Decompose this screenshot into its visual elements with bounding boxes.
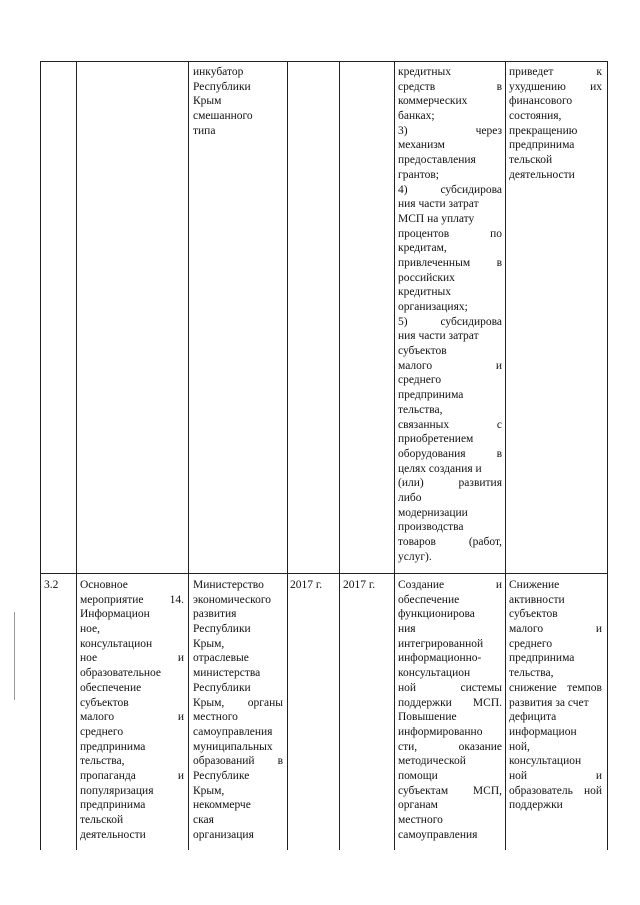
cell-line: финансового bbox=[509, 95, 573, 108]
cell-word: ное bbox=[80, 652, 98, 665]
cell-line bbox=[80, 769, 184, 784]
cell-line: механизм bbox=[398, 139, 445, 152]
cell-line: методической bbox=[398, 755, 466, 768]
cell-line: поддержки bbox=[509, 799, 563, 812]
cell-line: министерства bbox=[193, 667, 261, 680]
cell-word: и bbox=[495, 359, 502, 372]
cell-line: ния части затрат bbox=[398, 330, 479, 343]
cell-line bbox=[80, 710, 184, 725]
cell-word: снижение bbox=[509, 681, 557, 694]
cell-line bbox=[193, 696, 283, 711]
cell-line: ния части затрат bbox=[398, 198, 479, 211]
cell-line: отраслевые bbox=[193, 652, 249, 665]
column-divider-2 bbox=[188, 61, 189, 850]
cell-line: развития за счет bbox=[509, 696, 589, 709]
cell-word: товаров bbox=[398, 536, 436, 548]
cell-word: и bbox=[177, 769, 184, 782]
cell-line: муниципальных bbox=[193, 740, 273, 753]
cell-continuation-col3: инкубатор Республики Крым смешанного типа bbox=[193, 66, 253, 137]
cell-line: коммерческих bbox=[398, 95, 468, 108]
cell-line: экономического bbox=[193, 593, 272, 606]
cell-end-date: 2017 г. bbox=[343, 579, 376, 591]
cell-line bbox=[398, 183, 502, 198]
cell-word: субъектам bbox=[398, 784, 449, 797]
cell-line: тельства, bbox=[509, 667, 554, 680]
cell-word: связанных bbox=[398, 418, 450, 431]
cell-word: оборудования bbox=[398, 447, 466, 460]
cell-word: системы bbox=[460, 681, 502, 694]
cell-line: консультацион bbox=[509, 755, 582, 768]
cell-line: тельской bbox=[80, 814, 124, 826]
cell-line: популяризация bbox=[80, 784, 154, 797]
cell-line: предпринима bbox=[80, 799, 146, 812]
cell-line bbox=[398, 315, 502, 330]
cell-line bbox=[398, 124, 502, 139]
row-divider bbox=[40, 573, 607, 574]
cell-line: кредитных bbox=[398, 66, 451, 78]
cell-line bbox=[398, 418, 502, 433]
cell-line: развития bbox=[193, 608, 237, 621]
cell-line: субъектов bbox=[398, 345, 447, 358]
cell-line: ская bbox=[193, 814, 214, 826]
cell-word: ухудшению bbox=[509, 80, 566, 93]
cell-word: привлеченным bbox=[398, 256, 471, 269]
cell-line: услуг). bbox=[398, 550, 432, 563]
cell-line: дефицита bbox=[509, 711, 557, 724]
cell-line: ния bbox=[398, 623, 416, 636]
cell-word: их bbox=[590, 80, 602, 93]
cell-line: образовательное bbox=[80, 667, 162, 680]
cell-word: и bbox=[595, 623, 602, 636]
cell-word: МСП. bbox=[472, 696, 502, 709]
cell-line: кредитных bbox=[398, 286, 451, 299]
cell-word: приведет bbox=[509, 66, 554, 78]
cell-line: местного bbox=[193, 711, 238, 724]
cell-line: тельства, bbox=[80, 755, 125, 768]
cell-line: Крым, bbox=[193, 637, 225, 650]
cell-line: самоуправления bbox=[398, 828, 478, 841]
cell-line bbox=[509, 65, 602, 80]
cell-line: информационно- bbox=[398, 652, 482, 665]
cell-line: ное, bbox=[80, 623, 101, 636]
cell-line: деятельности bbox=[80, 828, 146, 841]
cell-word: и bbox=[495, 579, 502, 591]
cell-executor bbox=[193, 578, 283, 842]
cell-line: кредитам, bbox=[398, 242, 447, 255]
cell-line: ной, bbox=[509, 740, 530, 753]
cell-continuation-support-measures bbox=[398, 65, 502, 564]
cell-line bbox=[509, 681, 602, 696]
cell-line: МСП на уплату bbox=[398, 212, 475, 225]
cell-word: МСП, bbox=[472, 784, 502, 797]
cell-line: Крым, bbox=[193, 784, 225, 797]
cell-start-date: 2017 г. bbox=[290, 579, 323, 591]
cell-word: пропаганда bbox=[80, 769, 136, 782]
cell-word: сти, bbox=[398, 740, 418, 753]
cell-line: консультацион bbox=[398, 667, 471, 680]
cell-line: прекращению bbox=[509, 124, 578, 137]
cell-line: Информацион bbox=[80, 608, 150, 621]
cell-line: Основное bbox=[80, 579, 128, 591]
cell-word: 3) bbox=[398, 124, 408, 137]
cell-line: либо bbox=[398, 491, 422, 504]
cell-line: банках; bbox=[398, 110, 435, 123]
cell-word: процентов bbox=[398, 227, 450, 240]
cell-line: организация bbox=[193, 828, 254, 841]
cell-consequences bbox=[509, 578, 602, 813]
cell-line: деятельности bbox=[509, 168, 575, 181]
cell-word: малого bbox=[80, 711, 115, 724]
column-divider-5 bbox=[394, 61, 395, 850]
cell-event-name bbox=[80, 578, 184, 842]
column-divider-6 bbox=[505, 61, 506, 850]
cell-word: 14. bbox=[169, 593, 184, 606]
cell-line: приобретением bbox=[398, 433, 474, 446]
cell-word: через bbox=[475, 124, 502, 137]
cell-line: субъектов bbox=[509, 608, 558, 621]
cell-line: обеспечение bbox=[398, 593, 460, 606]
cell-line: интегрированной bbox=[398, 637, 484, 650]
cell-line: организациях; bbox=[398, 301, 468, 313]
cell-line: предпринима bbox=[398, 389, 464, 402]
cell-word: в bbox=[496, 80, 502, 93]
cell-line: модернизации bbox=[398, 506, 468, 519]
cell-line bbox=[193, 754, 283, 769]
cell-line: обеспечение bbox=[80, 681, 142, 694]
cell-word: органы bbox=[247, 696, 283, 709]
cell-word: оказание bbox=[458, 740, 502, 753]
cell-word: (или) bbox=[398, 477, 424, 490]
cell-word: и bbox=[177, 711, 184, 724]
cell-word: ной bbox=[583, 784, 602, 797]
cell-line: грантов; bbox=[398, 168, 439, 181]
cell-expected-result bbox=[398, 578, 502, 842]
cell-line bbox=[398, 359, 502, 374]
cell-word: (работ, bbox=[468, 536, 502, 548]
cell-line bbox=[509, 784, 602, 799]
cell-line: Снижение bbox=[509, 579, 560, 591]
cell-line bbox=[398, 784, 502, 799]
cell-line: Повышение bbox=[398, 711, 457, 724]
cell-line bbox=[398, 256, 502, 271]
cell-line bbox=[398, 578, 502, 593]
cell-word: Крым, bbox=[193, 696, 225, 709]
cell-word: мероприятие bbox=[80, 593, 144, 606]
cell-line bbox=[398, 681, 502, 696]
cell-line: Министерство bbox=[193, 579, 264, 591]
cell-line bbox=[398, 740, 502, 755]
cell-word: малого bbox=[509, 623, 544, 636]
table-border-right bbox=[607, 61, 608, 850]
cell-word: в bbox=[496, 447, 502, 460]
cell-line: активности bbox=[509, 593, 565, 606]
cell-line: тельства, bbox=[398, 403, 443, 416]
column-divider-4 bbox=[339, 61, 340, 850]
cell-line bbox=[509, 769, 602, 784]
cell-word: ной bbox=[509, 769, 528, 782]
cell-word: поддержки bbox=[398, 696, 452, 709]
cell-word: Создание bbox=[398, 579, 445, 591]
cell-word: по bbox=[490, 227, 502, 240]
cell-word: субсидирова bbox=[440, 183, 502, 196]
cell-line: производства bbox=[398, 521, 464, 534]
cell-line: предпринима bbox=[509, 139, 575, 152]
column-divider-1 bbox=[76, 61, 77, 850]
cell-line: предпринима bbox=[80, 740, 146, 753]
cell-line: Республике bbox=[193, 769, 250, 782]
cell-line bbox=[509, 80, 602, 95]
cell-word: 4) bbox=[398, 183, 408, 196]
cell-line: предоставления bbox=[398, 154, 476, 167]
cell-word: и bbox=[177, 652, 184, 665]
cell-line: субъектов bbox=[80, 696, 129, 709]
cell-word: в bbox=[496, 256, 502, 269]
cell-line bbox=[398, 696, 502, 711]
cell-word: малого bbox=[398, 359, 433, 372]
cell-line: Республики bbox=[193, 623, 251, 636]
table-border-left bbox=[40, 61, 41, 850]
cell-word: развития bbox=[458, 477, 502, 490]
scan-margin-mark bbox=[14, 612, 15, 700]
table-top-border bbox=[40, 61, 607, 62]
cell-line: Республики bbox=[193, 681, 251, 694]
cell-line: российских bbox=[398, 271, 455, 284]
cell-word: с bbox=[496, 418, 502, 431]
cell-line bbox=[80, 593, 184, 608]
cell-line bbox=[398, 227, 502, 242]
cell-line: некоммерче bbox=[193, 799, 251, 812]
cell-line: предпринима bbox=[509, 652, 575, 665]
cell-line: консультацион bbox=[80, 637, 153, 650]
cell-line bbox=[398, 80, 502, 95]
cell-line: среднего bbox=[80, 725, 124, 738]
cell-line: тельской bbox=[509, 154, 553, 167]
row-number: 3.2 bbox=[44, 579, 59, 591]
cell-word: к bbox=[596, 66, 602, 78]
cell-line: помощи bbox=[398, 769, 438, 782]
cell-word: образований bbox=[193, 755, 255, 768]
column-divider-3 bbox=[287, 61, 288, 850]
cell-line: информированно bbox=[398, 725, 483, 738]
cell-line: состояния, bbox=[509, 110, 562, 123]
cell-word: образователь bbox=[509, 784, 573, 797]
cell-word: ной bbox=[398, 681, 417, 694]
cell-line bbox=[398, 447, 502, 462]
cell-word: субсидирова bbox=[440, 315, 502, 328]
cell-line: целях создания и bbox=[398, 462, 482, 475]
cell-line bbox=[509, 622, 602, 637]
cell-line: функционирова bbox=[398, 608, 475, 621]
cell-line: органам bbox=[398, 799, 438, 812]
cell-word: в bbox=[277, 755, 283, 768]
cell-line: среднего bbox=[398, 374, 442, 387]
cell-word: и bbox=[595, 769, 602, 782]
cell-line: местного bbox=[398, 814, 443, 826]
cell-word: темпов bbox=[567, 681, 602, 694]
cell-line bbox=[80, 651, 184, 666]
cell-word: 5) bbox=[398, 315, 408, 328]
cell-continuation-consequences bbox=[509, 65, 602, 183]
cell-line: информацион bbox=[509, 725, 577, 738]
cell-line bbox=[398, 476, 502, 491]
cell-word: средств bbox=[398, 80, 436, 93]
cell-line bbox=[398, 535, 502, 550]
cell-line: среднего bbox=[509, 637, 553, 650]
cell-line: самоуправления bbox=[193, 725, 273, 738]
